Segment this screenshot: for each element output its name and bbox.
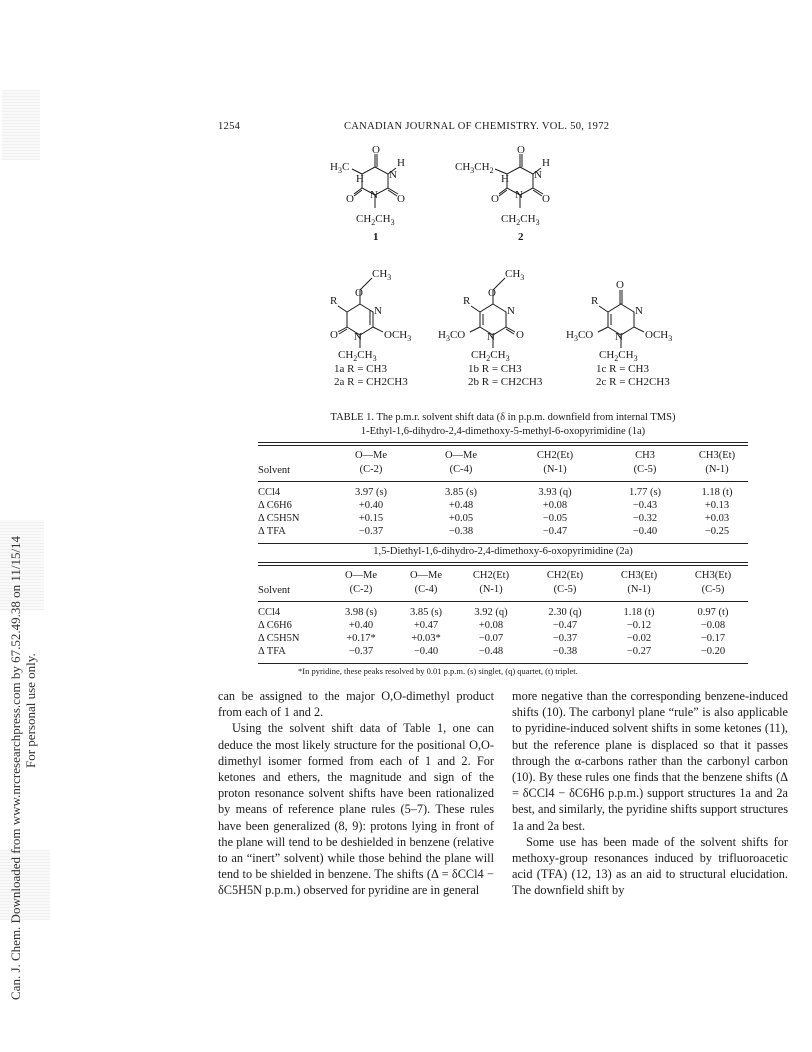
structures-a-b-c (300, 266, 720, 391)
cell-value: 1.18 (t) (623, 607, 655, 618)
svg-text:N: N (635, 305, 643, 317)
cell-value: 3.92 (q) (474, 607, 508, 618)
svg-text:O: O (616, 279, 624, 291)
download-notice: Can. J. Chem. Downloaded from www.nrcresearchpress.com by 67.52.49.38 on 11/15/14 For personal use only. (8, 535, 38, 1000)
paragraph: can be assigned to the major O,O-dimethyl product from each of 1 and 2. (218, 689, 494, 720)
cell-value: −0.32 (632, 513, 658, 524)
cell-value: +0.13 (704, 500, 730, 511)
svg-text:H: H (501, 173, 509, 185)
svg-text:H3CO: $H_3CO$ (438, 329, 466, 343)
table-header-row (258, 569, 748, 599)
cell-solvent: Δ TFA (258, 646, 286, 657)
svg-text:N: N (374, 305, 382, 317)
column-header: CH3(Et) (C-5) (694, 570, 732, 595)
column-header: CH3(Et) (N-1) (698, 450, 736, 475)
table-row (258, 500, 748, 513)
table-caption (218, 411, 788, 439)
table-row (258, 620, 748, 633)
label-b1: 1b R = CH3 (468, 363, 522, 375)
svg-text:OCH3: $OCH_3$ (645, 329, 673, 343)
svg-text:CH2CH3: $CH_2CH_3$ (599, 349, 638, 363)
svg-text:CH3CH2: $CH_3CH_2$ (455, 161, 494, 175)
svg-text:N: N (370, 189, 378, 201)
cell-solvent: Δ TFA (258, 526, 286, 537)
svg-text:N: N (507, 305, 515, 317)
paragraph: Using the solvent shift data of Table 1, one can deduce the most likely structure for the positional O,O-dimethyl isomer formed from each of 1 and 2. For ketones and ethers, the magnitude and sign of the proton resonance solvent shifts have been rationalized by means of reference plane rules (5–7). These rules have been generalized (8, 9): protons lying in front of the plane will tend to be deshielded in benzene (relative to an “inert” solvent) while those behind the plane will tend to be shielded in benzene. The shifts (Δ = δCCl4 − δC5H5N p.p.m.) observed for pyridine are in general (218, 721, 494, 898)
cell-value: 0.97 (t) (697, 607, 729, 618)
cell-value: +0.40 (358, 500, 384, 511)
svg-text:1: 1 (373, 231, 379, 242)
body-column-left (218, 688, 494, 899)
cell-solvent: Δ C6H6 (258, 500, 292, 511)
cell-value: 3.98 (s) (344, 607, 378, 618)
svg-text:R: R (463, 295, 471, 307)
table-row (258, 633, 748, 646)
cell-value: +0.15 (358, 513, 384, 524)
cell-value: −0.02 (626, 633, 652, 644)
cell-value: −0.37 (348, 646, 374, 657)
svg-text:H: H (356, 173, 364, 185)
cell-value: +0.05 (448, 513, 474, 524)
body-column-right (512, 688, 788, 899)
cell-value: −0.17 (700, 633, 726, 644)
svg-text:O: O (516, 329, 524, 341)
cell-value: +0.08 (478, 620, 504, 631)
cell-value: −0.27 (626, 646, 652, 657)
svg-text:O: O (517, 144, 525, 156)
svg-text:H: H (397, 157, 405, 169)
caption-line-1: TABLE 1. The p.m.r. solvent shift data (δ in p.p.m. downfield from internal TMS) (330, 412, 676, 423)
svg-text:CH3: $CH_3$ (372, 268, 392, 282)
svg-text:O: O (397, 193, 405, 205)
table-footnote: *In pyridine, these peaks resolved by 0.01 p.p.m. (s) singlet, (q) quartet, (t) triplet. (298, 666, 578, 676)
cell-value: −0.07 (478, 633, 504, 644)
svg-text:CH2CH3: $CH_2CH_3$ (338, 349, 377, 363)
svg-text:R: R (591, 295, 599, 307)
cell-value: 3.97 (s) (354, 487, 388, 498)
svg-text:N: N (389, 169, 397, 181)
svg-text:N: N (354, 331, 362, 343)
svg-text:N: N (515, 189, 523, 201)
column-header: CH2(Et) (C-5) (546, 570, 584, 595)
svg-text:O: O (346, 193, 354, 205)
svg-text:N: N (534, 169, 542, 181)
cell-value: +0.03* (411, 633, 441, 644)
svg-text:N: N (487, 331, 495, 343)
column-header: CH3 (C-5) (633, 450, 657, 475)
table-row (258, 487, 748, 500)
cell-solvent: CCl4 (258, 607, 281, 618)
cell-value: −0.05 (542, 513, 568, 524)
svg-text:O: O (355, 287, 363, 299)
table-row (258, 526, 748, 539)
cell-value: 3.85 (s) (444, 487, 478, 498)
column-header: CH2(Et) (N-1) (536, 450, 574, 475)
cell-value: −0.08 (700, 620, 726, 631)
table-row (258, 607, 748, 620)
cell-value: +0.08 (542, 500, 568, 511)
table-part-2 (258, 562, 748, 664)
svg-text:CH2CH3: $CH_2CH_3$ (501, 213, 540, 227)
cell-value: −0.38 (552, 646, 578, 657)
column-header: O—Me (C-4) (444, 450, 478, 475)
svg-text:O: O (542, 193, 550, 205)
label-b2: 2b R = CH2CH3 (468, 376, 543, 388)
table-part-1 (258, 442, 748, 544)
svg-text:N: N (615, 331, 623, 343)
side-watermark (0, 0, 60, 1052)
svg-text:O: O (491, 193, 499, 205)
column-header-solvent: Solvent (258, 465, 291, 476)
scan-noise (2, 90, 40, 160)
table-row (258, 646, 748, 659)
svg-text:O: O (488, 287, 496, 299)
structures-1-2 (330, 142, 580, 242)
svg-text:OCH3: $OCH_3$ (384, 329, 412, 343)
cell-value: 3.85 (s) (409, 607, 443, 618)
label-a1: 1a R = CH3 (334, 363, 387, 375)
svg-text:R: R (330, 295, 338, 307)
cell-value: −0.38 (448, 526, 474, 537)
journal-title: CANADIAN JOURNAL OF CHEMISTRY. VOL. 50, 1972 (344, 121, 610, 132)
table-subtitle-2: 1,5-Diethyl-1,6-dihydro-2,4-dimethoxy-6-oxopyrimidine (2a) (373, 546, 633, 557)
cell-value: −0.25 (704, 526, 730, 537)
table-header-row (258, 449, 748, 479)
svg-text:O: O (372, 144, 380, 156)
cell-solvent: Δ C6H6 (258, 620, 292, 631)
cell-value: +0.17* (346, 633, 376, 644)
svg-text:H: H (542, 157, 550, 169)
cell-value: −0.40 (413, 646, 439, 657)
cell-value: −0.37 (358, 526, 384, 537)
paragraph: more negative than the corresponding benzene-induced shifts (10). The carbonyl plane “rule” is also applicable to pyridine-induced solvent shifts in some ketones (11), but the reference plane is displaced so that it passes through the α-carbons rather than the carbonyl carbon (10). By these rules one finds that the benzene shifts (Δ = δCCl4 − δC6H6 p.p.m.) support structures 1a and 2a best, and similarly, the pyridine shifts support structures 1a and 2a best. (512, 689, 788, 833)
svg-text:H3C: $H_3C$ (330, 161, 350, 175)
column-header-solvent: Solvent (258, 585, 291, 596)
cell-value: −0.40 (632, 526, 658, 537)
cell-value: −0.47 (542, 526, 568, 537)
cell-value: 1.18 (t) (701, 487, 733, 498)
label-a2: 2a R = CH2CH3 (334, 376, 408, 388)
column-header: O—Me (C-2) (344, 570, 378, 595)
column-header: O—Me (C-2) (354, 450, 388, 475)
cell-value: −0.20 (700, 646, 726, 657)
caption-line-2: 1-Ethyl-1,6-dihydro-2,4-dimethoxy-5-methyl-6-oxopyrimidine (1a) (360, 426, 646, 437)
column-header: CH3(Et) (N-1) (620, 570, 658, 595)
cell-solvent: CCl4 (258, 487, 281, 498)
column-header: O—Me (C-4) (409, 570, 443, 595)
cell-solvent: Δ C5H5N (258, 513, 300, 524)
cell-value: +0.40 (348, 620, 374, 631)
paragraph: Some use has been made of the solvent shifts for methoxy-group resonances induced by trifluoroacetic acid (TFA) (12, 13) as an aid to structural elucidation. The downfield shift by (512, 834, 788, 898)
svg-text:CH2CH3: $CH_2CH_3$ (471, 349, 510, 363)
cell-value: +0.47 (413, 620, 439, 631)
svg-text:H3CO: $H_3CO$ (566, 329, 594, 343)
cell-value: −0.43 (632, 500, 658, 511)
cell-value: +0.48 (448, 500, 474, 511)
table-row (258, 513, 748, 526)
svg-text:2: 2 (518, 231, 524, 242)
page-number: 1254 (218, 121, 241, 132)
cell-value: −0.12 (626, 620, 652, 631)
svg-text:CH3: $CH_3$ (505, 268, 525, 282)
label-c1: 1c R = CH3 (596, 363, 649, 375)
cell-value: −0.47 (552, 620, 578, 631)
cell-value: −0.48 (478, 646, 504, 657)
column-header: CH2(Et) (N-1) (472, 570, 510, 595)
cell-value: 2.30 (q) (548, 607, 582, 618)
cell-value: 3.93 (q) (538, 487, 572, 498)
cell-value: +0.03 (704, 513, 730, 524)
cell-value: 1.77 (s) (628, 487, 662, 498)
cell-solvent: Δ C5H5N (258, 633, 300, 644)
compound-labels (334, 363, 670, 388)
cell-value: −0.37 (552, 633, 578, 644)
svg-text:O: O (330, 329, 338, 341)
label-c2: 2c R = CH2CH3 (596, 376, 670, 388)
svg-text:CH2CH3: $CH_2CH_3$ (356, 213, 395, 227)
